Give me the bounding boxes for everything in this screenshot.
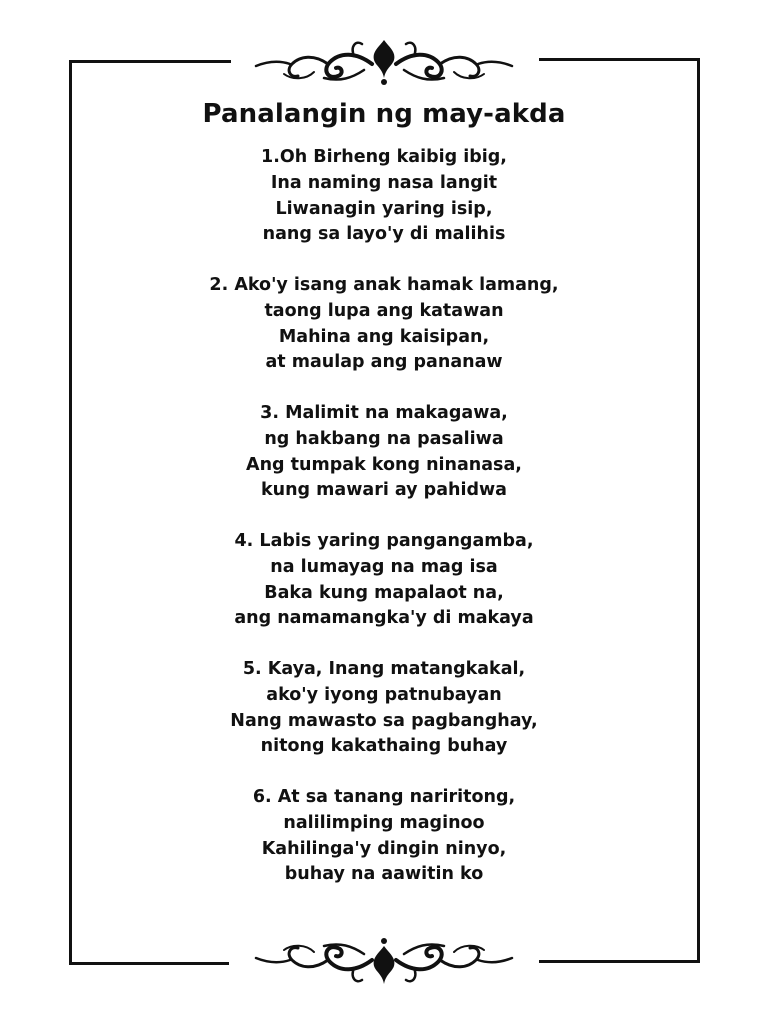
poem-line: 1.Oh Birheng kaibig ibig, xyxy=(261,147,507,167)
poem-line: Ang tumpak kong ninanasa, xyxy=(246,454,522,475)
poem-line: Mahina ang kaisipan, xyxy=(278,326,490,347)
poem-line: 3. Malimit na makagawa, xyxy=(260,403,508,423)
poem-line: nalilimping maginoo xyxy=(283,812,485,833)
poem-line: nang sa layo'y di malihis xyxy=(262,224,506,245)
stanza-4 xyxy=(0,529,768,657)
poem-line: 5. Kaya, Inang matangkakal, xyxy=(242,659,526,679)
poem-body xyxy=(0,145,768,913)
top-flourish-ornament-icon xyxy=(244,34,524,90)
frame-top-left-line xyxy=(69,60,231,63)
stanza-3 xyxy=(0,401,768,529)
poem-line: Ina naming nasa langit xyxy=(270,172,498,193)
poem-line: nitong kakathaing buhay xyxy=(260,736,508,757)
poem-line: 4. Labis yaring pangangamba, xyxy=(234,531,534,551)
poem-line: buhay na aawitin ko xyxy=(284,864,484,885)
poem-line: Nang mawasto sa pagbanghay, xyxy=(230,710,538,731)
poem-line: na lumayag na mag isa xyxy=(270,556,498,577)
frame-bottom-left-line xyxy=(69,962,229,965)
page-title: Panalangin ng may-akda xyxy=(202,99,566,129)
stanza-5 xyxy=(0,657,768,785)
poem-line: 2. Ako'y isang anak hamak lamang, xyxy=(209,275,559,295)
poem-line: 6. At sa tanang nariritong, xyxy=(252,787,516,807)
poem-line: kung mawari ay pahidwa xyxy=(261,480,507,501)
poem-line: taong lupa ang katawan xyxy=(264,300,504,321)
frame-bottom-right-line xyxy=(539,960,700,963)
poem-line: Baka kung mapalaot na, xyxy=(264,582,504,603)
poem-line: at maulap ang pananaw xyxy=(265,352,503,373)
bottom-flourish-ornament-icon xyxy=(244,934,524,990)
poem-line: ng hakbang na pasaliwa xyxy=(264,428,504,449)
poem-line: ang namamangka'y di makaya xyxy=(234,608,534,629)
poem-line: Kahilinga'y dingin ninyo, xyxy=(261,838,507,859)
poem-line: Liwanagin yaring isip, xyxy=(275,198,493,219)
frame-top-right-line xyxy=(539,58,700,61)
stanza-6 xyxy=(0,785,768,913)
stanza-2 xyxy=(0,273,768,401)
stanza-1 xyxy=(0,145,768,273)
poem-line: ako'y iyong patnubayan xyxy=(266,684,502,705)
